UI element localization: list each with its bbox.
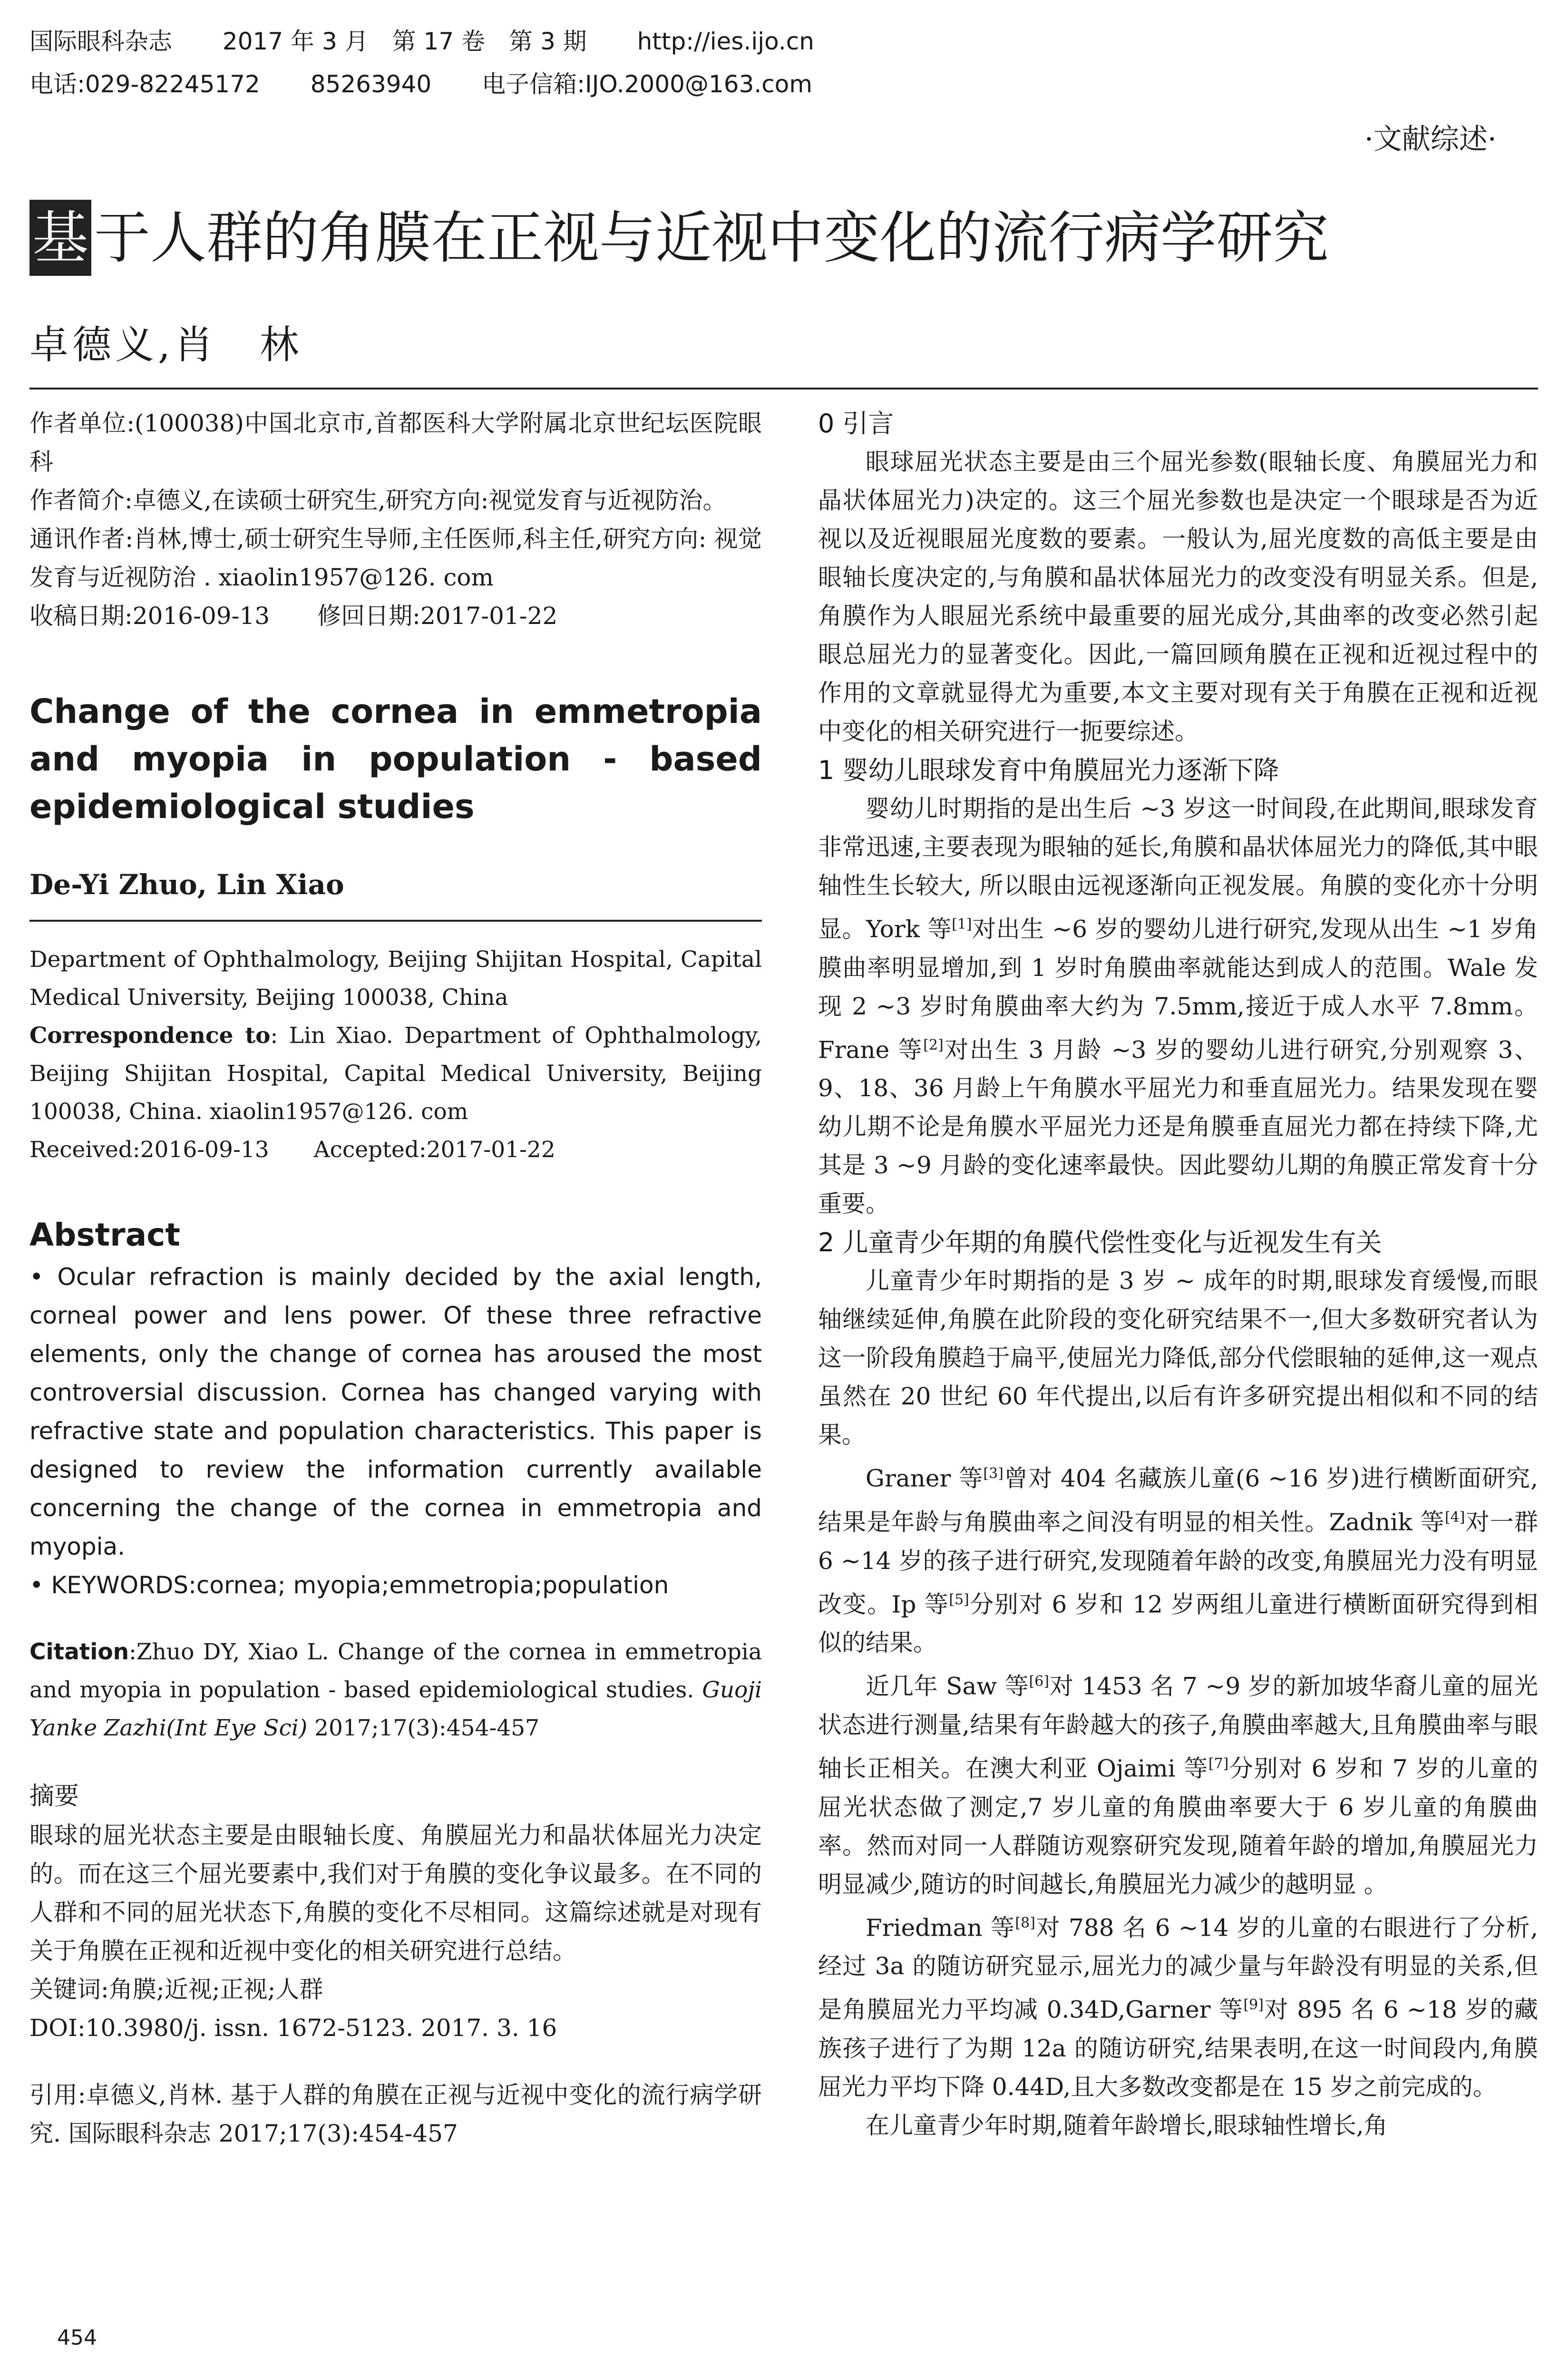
top-rule (29, 388, 1538, 390)
correspondence-label: Correspondence to (29, 1023, 271, 1049)
section-tag: ·文献综述· (1364, 123, 1497, 156)
ref-2[interactable]: [2] (923, 1036, 944, 1053)
section-2-para-5: 在儿童青少年时期,随着年龄增长,眼球轴性增长,角 (866, 2111, 1388, 2139)
left-column (29, 404, 762, 2153)
zh-keywords: 关键词:角膜;近视;正视;人群 (29, 1976, 323, 2003)
doi[interactable]: DOI:10.3980/j. issn. 1672-5123. 2017. 3. 16 (29, 2014, 557, 2042)
corresponding-author: 通讯作者:肖林,博士,硕士研究生导师,主任医师,科主任,研究方向: 视觉发育与近视防治 . xiaolin1957@126. com (29, 525, 762, 591)
english-authors: De-Yi Zhuo, Lin Xiao (29, 868, 344, 901)
ref-9[interactable]: [9] (1243, 1997, 1264, 2014)
ref-3[interactable]: [3] (983, 1465, 1003, 1482)
ref-6[interactable]: [6] (1029, 1673, 1050, 1690)
author-bio: 作者简介:卓德义,在读硕士研究生,研究方向:视觉发育与近视防治。 (29, 487, 727, 514)
section-0-heading: 0 引言 (818, 409, 894, 438)
abstract-text: • Ocular refraction is mainly decided by the axial length, corneal power and lens power. Of these three refractive elements, only the change of cornea has aroused the most controversial discussion. Cornea has changed varying with refractive state and population characteristics. This paper is designed to review the information currently available concerning the change of the cornea in emmetropia and myopia. (29, 1263, 762, 1560)
section-2-para-2: Graner 等[3]曾对 404 名藏族儿童(6 ~16 岁)进行横断面研究,结果是年龄与角膜曲率之间没有明显的相关性。Zadnik 等[4]对一群 6 ~14 岁的孩子进行研究,发现随着年龄的改变,角膜屈光力没有明显改变。Ip 等[5]分别对 6 岁和 12 岁两组儿童进行横断面研究得到相似的结果。 (818, 1464, 1538, 1657)
right-column (818, 404, 1538, 2145)
author-rule (29, 920, 762, 922)
english-affiliation: Department of Ophthalmology, Beijing Shijitan Hospital, Capital Medical University, Beijing 100038, China (29, 946, 762, 1011)
ref-8[interactable]: [8] (1015, 1914, 1035, 1931)
affiliation-unit: 作者单位:(100038)中国北京市,首都医科大学附属北京世纪坛医院眼科 (29, 409, 762, 476)
zh-citation: 引用:卓德义,肖林. 基于人群的角膜在正视与近视中变化的流行病学研究. 国际眼科杂志 2017;17(3):454-457 (29, 2081, 762, 2147)
title-first-char: 基 (29, 200, 91, 276)
zh-abstract: 眼球的屈光状态主要是由眼轴长度、角膜屈光力和晶状体屈光力决定的。而在这三个屈光要素中,我们对于角膜的变化争议最多。在不同的人群和不同的屈光状态下,角膜的变化不尽相同。这篇综述就是对现有关于角膜在正视和近视中变化的相关研究进行总结。 (29, 1822, 762, 1965)
ref-1[interactable]: [1] (952, 916, 972, 933)
journal-name: 国际眼科杂志 (29, 28, 172, 55)
journal-header (29, 20, 1537, 106)
article-title (29, 200, 1537, 276)
section-2-heading: 2 儿童青少年期的角膜代偿性变化与近视发生有关 (818, 1227, 1382, 1258)
received-dates-zh: 收稿日期:2016-09-13 修回日期:2017-01-22 (29, 602, 558, 630)
section-1-text: 婴幼儿时期指的是出生后 ~3 岁这一时间段,在此期间,眼球发育非常迅速,主要表现为眼轴的延长,角膜和晶状体屈光力的降低,其中眼轴性生长较大, 所以眼由远视逐渐向正视发展。角膜的变化亦十分明显。York 等[1]对出生 ~6 岁的婴幼儿进行研究,发现从出生 ~1 岁角膜曲率明显增加,到 1 岁时角膜曲率就能达到成人的范围。Wale 发现 2 ~3 岁时角膜曲率大约为 7.5mm,接近于成人水平 7.8mm。Frane 等[2]对出生 3 月龄 ~3 岁的婴幼儿进行研究,分别观察 3、9、18、36 月龄上午角膜水平屈光力和垂直屈光力。结果发现在婴幼儿期不论是角膜水平屈光力还是角膜垂直屈光力都在持续下降,尤其是 3 ~9 月龄的变化速率最快。因此婴幼儿期的角膜正常发育十分重要。 (818, 795, 1538, 1218)
title-rest: 于人群的角膜在正视与近视中变化的流行病学研究 (94, 205, 1329, 271)
journal-phone2: 85263940 (310, 70, 432, 98)
citation-label: Citation (29, 1639, 129, 1665)
journal-phone: 电话:029-82245172 (29, 70, 260, 98)
ref-5[interactable]: [5] (949, 1591, 969, 1608)
page-number: 454 (57, 2326, 97, 2350)
section-2-para-4: Friedman 等[8]对 788 名 6 ~14 岁的儿童的右眼进行了分析,经过 3a 的随访研究显示,屈光力的减少量与年龄没有明显的关系,但是角膜屈光力平均减 0.34D,Garner 等[9]对 895 名 6 ~18 岁的藏族孩子进行了为期 12a 的随访研究,结果表明,在这一时间段内,角膜屈光力平均下降 0.44D,且大多数改变都是在 15 岁之前完成的。 (818, 1914, 1539, 2101)
section-2-text: 儿童青少年时期指的是 3 岁 ~ 成年的时期,眼球发育缓慢,而眼轴继续延伸,角膜在此阶段的变化研究结果不一,但大多数研究者认为这一阶段角膜趋于扁平,使屈光力降低,部分代偿眼轴的延伸,这一观点虽然在 20 世纪 60 年代提出,以后有许多研究提出相似和不同的结果。 (818, 1267, 1538, 1449)
received-dates-en: Received:2016-09-13 Accepted:2017-01-22 (29, 1137, 555, 1163)
keywords-en: • KEYWORDS:cornea; myopia;emmetropia;population (29, 1571, 669, 1599)
zh-abstract-heading: 摘要 (29, 1782, 79, 1811)
citation-tail: 2017;17(3):454-457 (307, 1715, 540, 1741)
authors-zh: 卓德义,肖 林 (29, 322, 303, 368)
ref-7[interactable]: [7] (1208, 1755, 1229, 1772)
section-0-text: 眼球屈光状态主要是由三个屈光参数(眼轴长度、角膜屈光力和晶状体屈光力)决定的。这三个屈光参数也是决定一个眼球是否为近视以及近视眼屈光度数的要素。一般认为,屈光度数的高低主要是由眼轴长度决定的,与角膜和晶状体屈光力的改变没有明显关系。但是,角膜作为人眼屈光系统中最重要的屈光成分,其曲率的改变必然引起眼总屈光力的显著变化。因此,一篇回顾角膜在正视和近视过程中的作用的文章就显得尤为重要,本文主要对现有关于角膜在正视和近视中变化的相关研究进行一扼要综述。 (818, 448, 1538, 745)
journal-issue: 2017 年 3 月 第 17 卷 第 3 期 (222, 28, 587, 55)
ref-4[interactable]: [4] (1444, 1509, 1465, 1526)
english-title: Change of the cornea in emmetropia and myopia in population - based epidemiological studies (29, 692, 762, 826)
abstract-heading: Abstract (29, 1217, 180, 1253)
section-2-para-3: 近几年 Saw 等[6]对 1453 名 7 ~9 岁的新加坡华裔儿童的屈光状态进行测量,结果有年龄越大的孩子,角膜曲率越大,且角膜曲率与眼轴长正相关。在澳大利亚 Ojaimi 等[7]分别对 6 岁和 7 岁的儿童的屈光状态做了测定,7 岁儿童的角膜曲率要大于 6 岁儿童的角膜曲率。然而对同一人群随访观察研究发现,随着年龄的增加,角膜屈光力明显减少,随访的时间越长,角膜屈光力减少的越明显 。 (818, 1672, 1538, 1898)
citation-text: :Zhuo DY, Xiao L. Change of the cornea in emmetropia and myopia in population - based epidemiological studies. (29, 1639, 762, 1703)
correspondence (29, 1017, 762, 1131)
citation-en (29, 1633, 762, 1747)
journal-url[interactable]: http://ies.ijo.cn (637, 28, 814, 55)
section-1-heading: 1 婴幼儿眼球发育中角膜屈光力逐渐下降 (818, 755, 1279, 785)
citation-journal: Guoji Yanke Zazhi(Int Eye Sci) (29, 1677, 762, 1741)
correspondence-text: : Lin Xiao. Department of Ophthalmology, Beijing Shijitan Hospital, Capital Medical University, Beijing 100038, China. xiaolin1957@126. com (29, 1023, 762, 1125)
journal-email: 电子信箱:IJO.2000@163.com (482, 70, 813, 98)
